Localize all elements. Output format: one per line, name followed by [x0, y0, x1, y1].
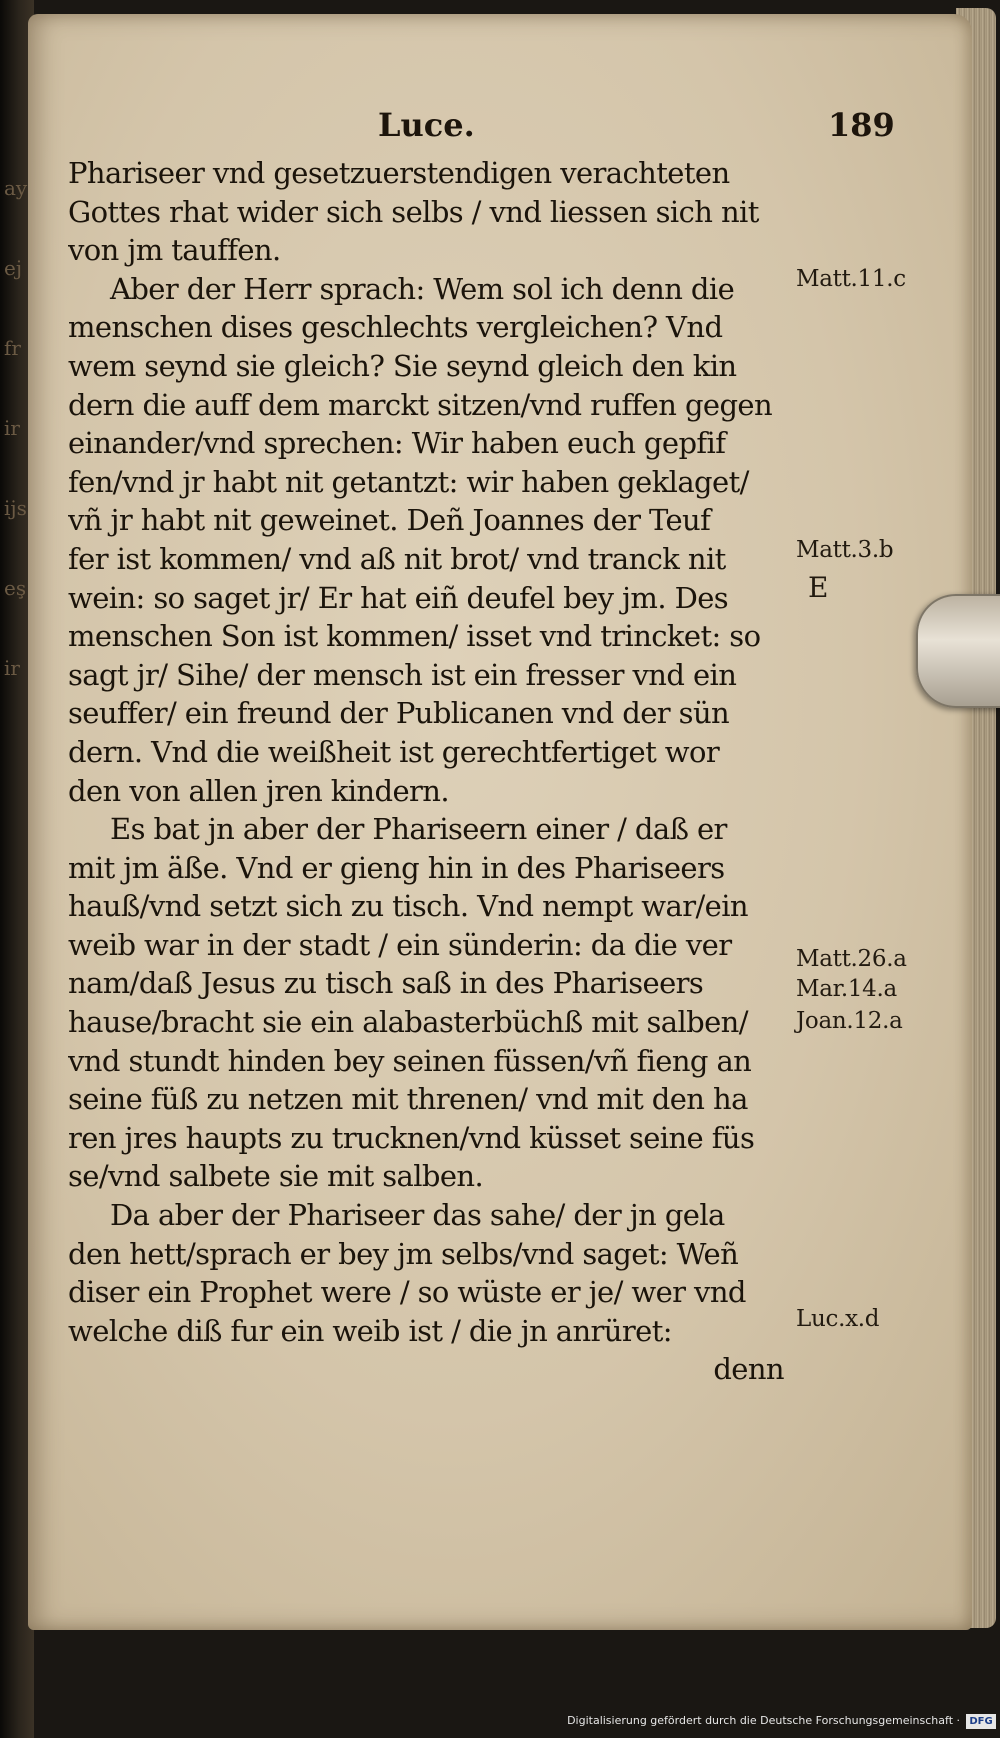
text-line: Gottes rhat wider sich selbs / vnd liessen sich nit	[68, 194, 759, 229]
marginal-reference: Matt.26.a	[796, 946, 907, 972]
text-line: menschen dises geschlechts vergleichen? Vnd	[68, 310, 723, 345]
text-line: dern. Vnd die weißheit ist gerechtfertiget wor	[68, 734, 720, 769]
text-line: se/vnd salbete sie mit salben.	[68, 1159, 484, 1194]
text-line: vñ jr habt nit geweinet. Deñ Joannes der Teuf	[68, 503, 711, 538]
facing-page-fragment: ej	[4, 256, 23, 280]
text-line: diser ein Prophet were / so wüste er je/ wer vnd	[68, 1275, 746, 1310]
running-title: Luce.	[378, 106, 475, 144]
marginal-reference: Mar.14.a	[796, 976, 897, 1002]
body-text	[68, 154, 788, 1389]
text-line: wein: so saget jr/ Er hat eiñ deufel bey jm. Des	[68, 580, 729, 615]
text-line: fen/vnd jr habt nit getantzt: wir haben geklaget/	[68, 464, 749, 499]
text-line: ren jres haupts zu trucknen/vnd küsset seine füs	[68, 1120, 755, 1155]
running-head	[68, 106, 948, 146]
text-line: seuffer/ ein freund der Publicanen vnd der sün	[68, 696, 730, 731]
facing-page-fragment: ir	[4, 656, 20, 680]
text-line: von jm tauffen.	[68, 233, 281, 268]
marginal-reference: Joan.12.a	[796, 1008, 903, 1034]
digitization-footer	[0, 1708, 1000, 1738]
page-clip	[916, 594, 1000, 708]
text-line: wem seynd sie gleich? Sie seynd gleich den kin	[68, 348, 737, 383]
text-line: fer ist kommen/ vnd aß nit brot/ vnd tranck nit	[68, 541, 726, 576]
marginal-reference: Matt.11.c	[796, 266, 906, 292]
book-page	[28, 14, 972, 1630]
funding-credit: Digitalisierung gefördert durch die Deutsche Forschungsgemeinschaft ·	[567, 1714, 960, 1727]
text-line: den von allen jren kindern.	[68, 773, 449, 808]
text-line: einander/vnd sprechen: Wir haben euch gepfif	[68, 426, 726, 461]
facing-page-fragment: eş	[4, 576, 27, 600]
facing-page-fragment: ijs	[4, 496, 27, 520]
text-line: vnd stundt hinden bey seinen füssen/vñ fieng an	[68, 1043, 752, 1078]
text-line: weib war in der stadt / ein sünderin: da die ver	[68, 927, 732, 962]
text-line: hause/bracht sie ein alabasterbüchß mit salben/	[68, 1005, 748, 1040]
catchword: denn	[713, 1352, 784, 1387]
text-line: dern die auff dem marckt sitzen/vnd ruffen gegen	[68, 387, 773, 422]
text-line: Es bat jn aber der Phariseern einer / daß er	[110, 812, 727, 847]
text-line: Da aber der Phariseer das sahe/ der jn gela	[110, 1198, 725, 1233]
text-line: den hett/sprach er bey jm selbs/vnd saget: Weñ	[68, 1236, 739, 1271]
text-line: seine füß zu netzen mit threnen/ vnd mit den ha	[68, 1082, 748, 1117]
marginal-reference: E	[808, 571, 829, 604]
text-line: welche diß fur ein weib ist / die jn anrüret:	[68, 1313, 672, 1348]
facing-page-fragment: ir	[4, 416, 20, 440]
text-line: menschen Son ist kommen/ isset vnd trincket: so	[68, 619, 761, 654]
marginal-reference: Matt.3.b	[796, 537, 894, 563]
facing-page-fragment: ay	[4, 176, 28, 200]
text-line: mit jm äße. Vnd er gieng hin in des Phariseers	[68, 850, 725, 885]
text-line: sagt jr/ Sihe/ der mensch ist ein fresser vnd ein	[68, 657, 737, 692]
text-line: hauß/vnd setzt sich zu tisch. Vnd nempt war/ein	[68, 889, 748, 924]
dfg-logo: DFG	[966, 1714, 996, 1729]
text-line: Phariseer vnd gesetzuerstendigen verachteten	[68, 156, 730, 190]
page-number: 189	[828, 106, 895, 144]
marginal-reference: Luc.x.d	[796, 1306, 880, 1332]
facing-page-fragment: fr	[4, 336, 21, 360]
text-line: nam/daß Jesus zu tisch saß in des Phariseers	[68, 966, 704, 1001]
text-line: Aber der Herr sprach: Wem sol ich denn die	[110, 271, 735, 306]
